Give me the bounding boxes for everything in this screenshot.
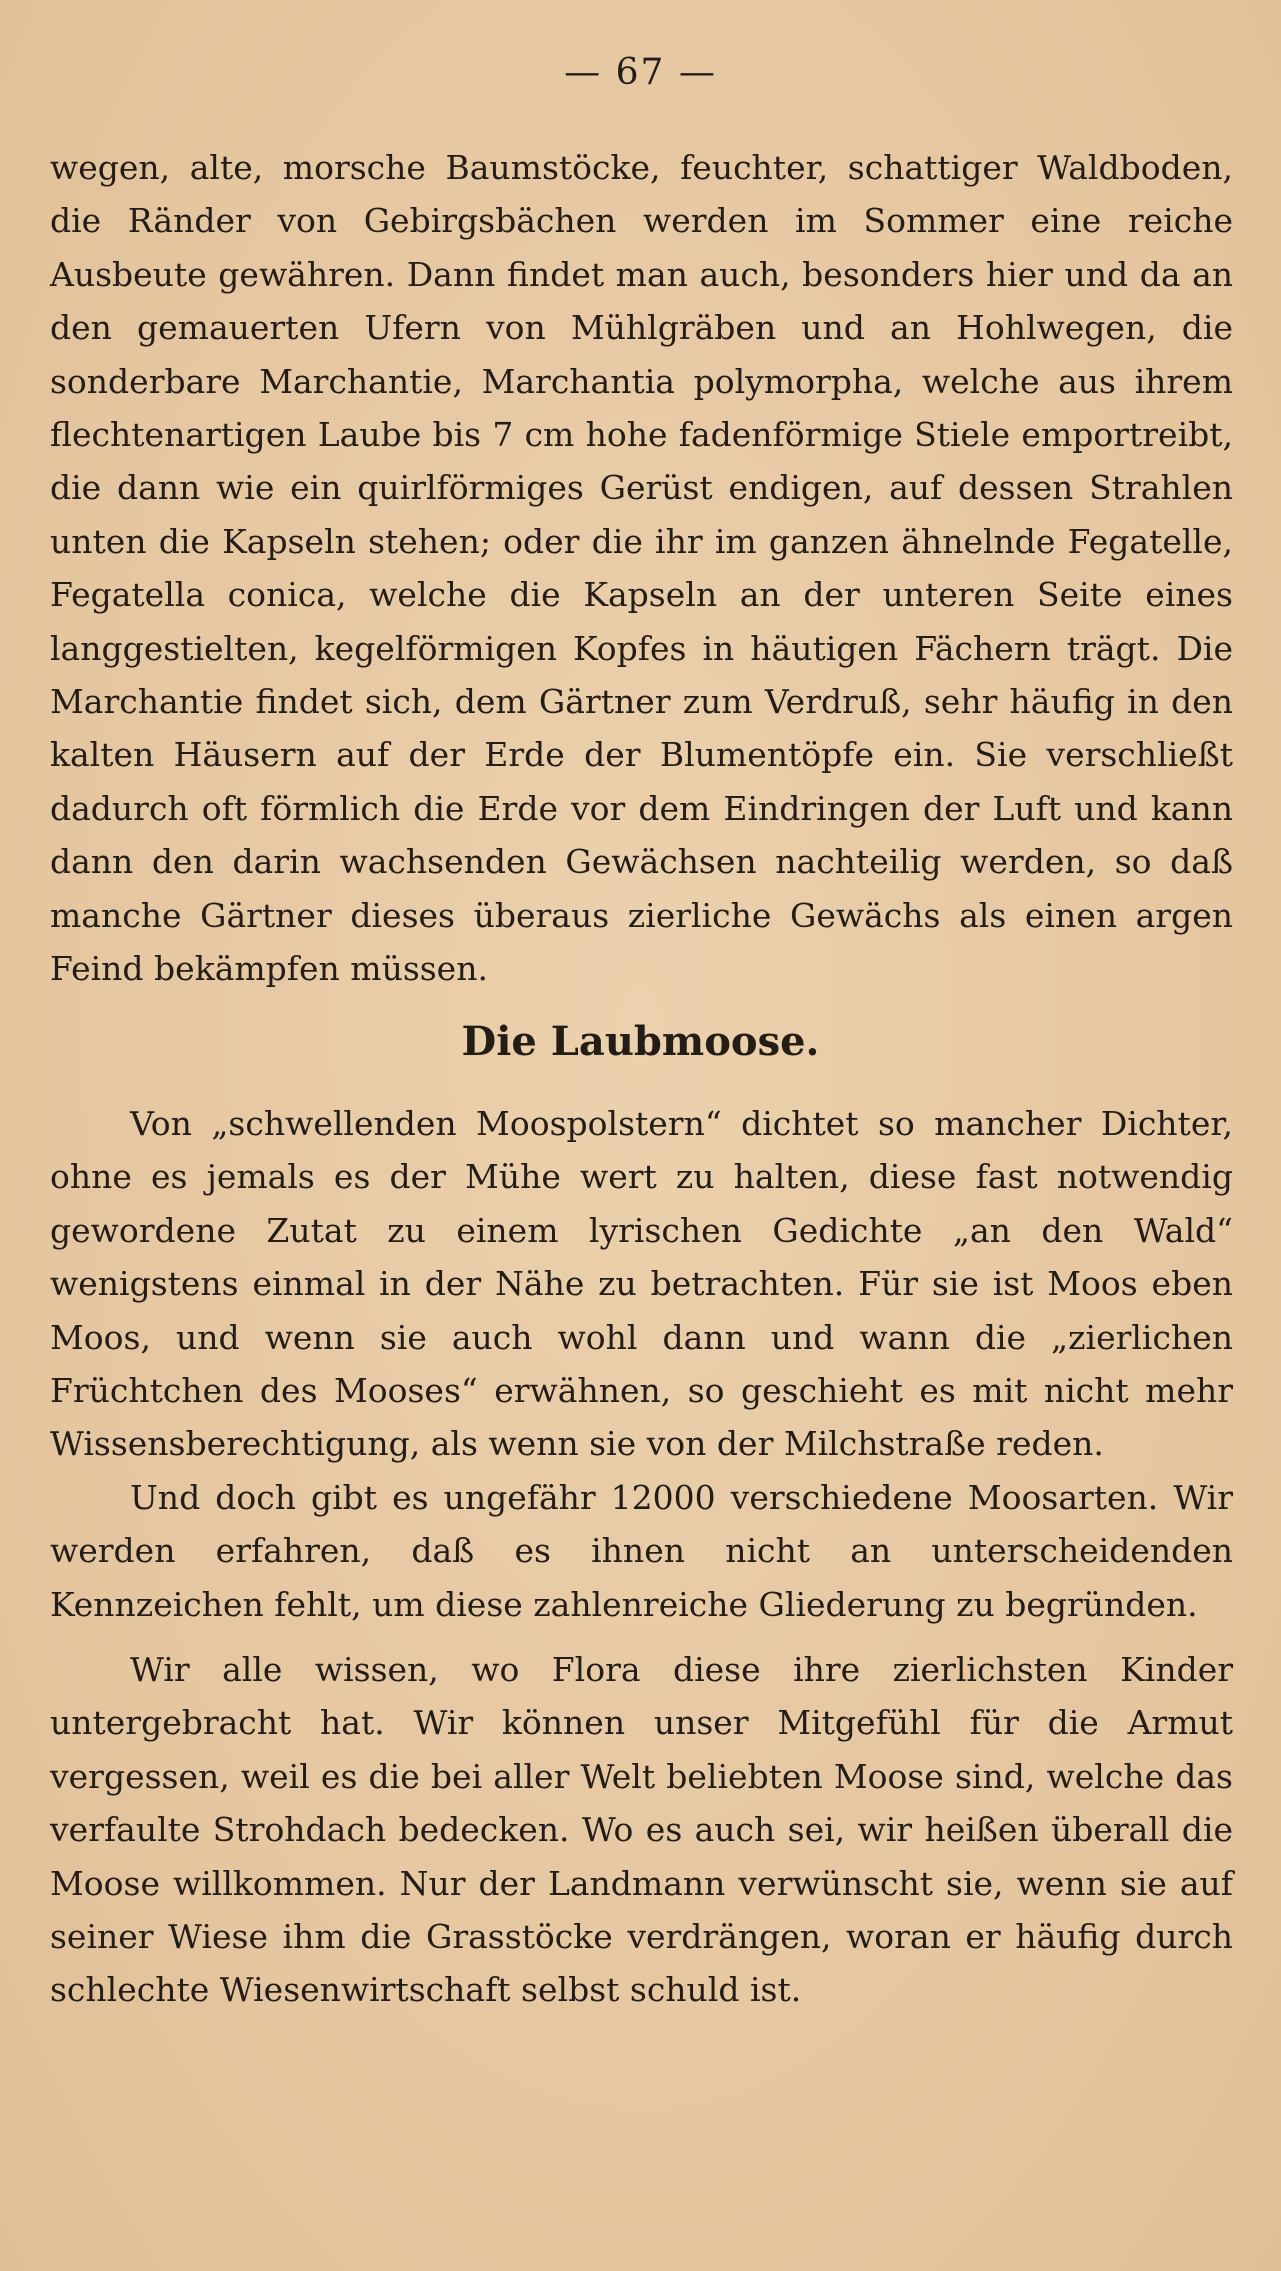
- paragraph-moss-species: [50, 1471, 1233, 1631]
- paragraph-text: Wir alle wissen, wo Flora diese ihre zierlichsten Kinder untergebracht hat. Wir können unser Mitgefühl für die Armut vergessen, weil es die bei aller Welt beliebten Moose sind, welche das verfaulte Strohdach bedecken. Wo es auch sei, wir heißen überall die Moose willkommen. Nur der Landmann verwünscht sie, wenn sie auf seiner Wiese ihm die Grasstöcke verdrängen, woran er häufig durch schlechte Wiesenwirtschaft selbst schuld ist.: [50, 1650, 1233, 2010]
- paragraph-continuation: [50, 141, 1233, 996]
- paragraph-moss-poetry: [50, 1097, 1233, 1471]
- paragraph-text: Von „schwellenden Moospolstern“ dichtet so mancher Dichter, ohne es jemals es der Mühe wert zu halten, diese fast notwendig gewordene Zutat zu einem lyrischen Gedichte „an den Wald“ wenigstens einmal in der Nähe zu betrachten. Für sie ist Moos eben Moos, und wenn sie auch wohl dann und wann die „zierlichen Früchtchen des Mooses“ erwähnen, so geschieht es mit nicht mehr Wissensberechtigung, als wenn sie von der Milchstraße reden.: [50, 1104, 1233, 1464]
- paragraph-text: wegen, alte, morsche Baumstöcke, feuchter, schattiger Waldboden, die Ränder von Gebirgsbächen werden im Sommer eine reiche Ausbeute gewähren. Dann findet man auch, besonders hier und da an den gemauerten Ufern von Mühlgräben und an Hohlwegen, die sonderbare Marchantie, Marchantia polymorpha, welche aus ihrem flechtenartigen Laube bis 7 cm hohe fadenförmige Stiele emportreibt, die dann wie ein quirlförmiges Gerüst endigen, auf dessen Strahlen unten die Kapseln stehen; oder die ihr im ganzen ähnelnde Fegatelle, Fegatella conica, welche die Kapseln an der unteren Seite eines langgestielten, kegelförmigen Kopfes in häutigen Fächern trägt. Die Marchantie findet sich, dem Gärtner zum Verdruß, sehr häufig in den kalten Häusern auf der Erde der Blumentöpfe ein. Sie verschließt dadurch oft förmlich die Erde vor dem Eindringen der Luft und kann dann den darin wachsenden Gewächsen nachteilig werden, so daß manche Gärtner dieses überaus zierliche Gewächs als einen argen Feind bekämpfen müssen.: [50, 148, 1233, 989]
- paragraph-moss-habitat: [50, 1643, 1233, 2017]
- section-heading: Die Laubmoose.: [461, 1018, 820, 1065]
- page-number: — 67 —: [564, 52, 717, 93]
- paragraph-text: Und doch gibt es ungefähr 12000 verschiedene Moosarten. Wir werden erfahren, daß es ihnen nicht an unterscheidenden Kennzeichen fehlt, um diese zahlenreiche Gliederung zu begründen.: [50, 1478, 1233, 1624]
